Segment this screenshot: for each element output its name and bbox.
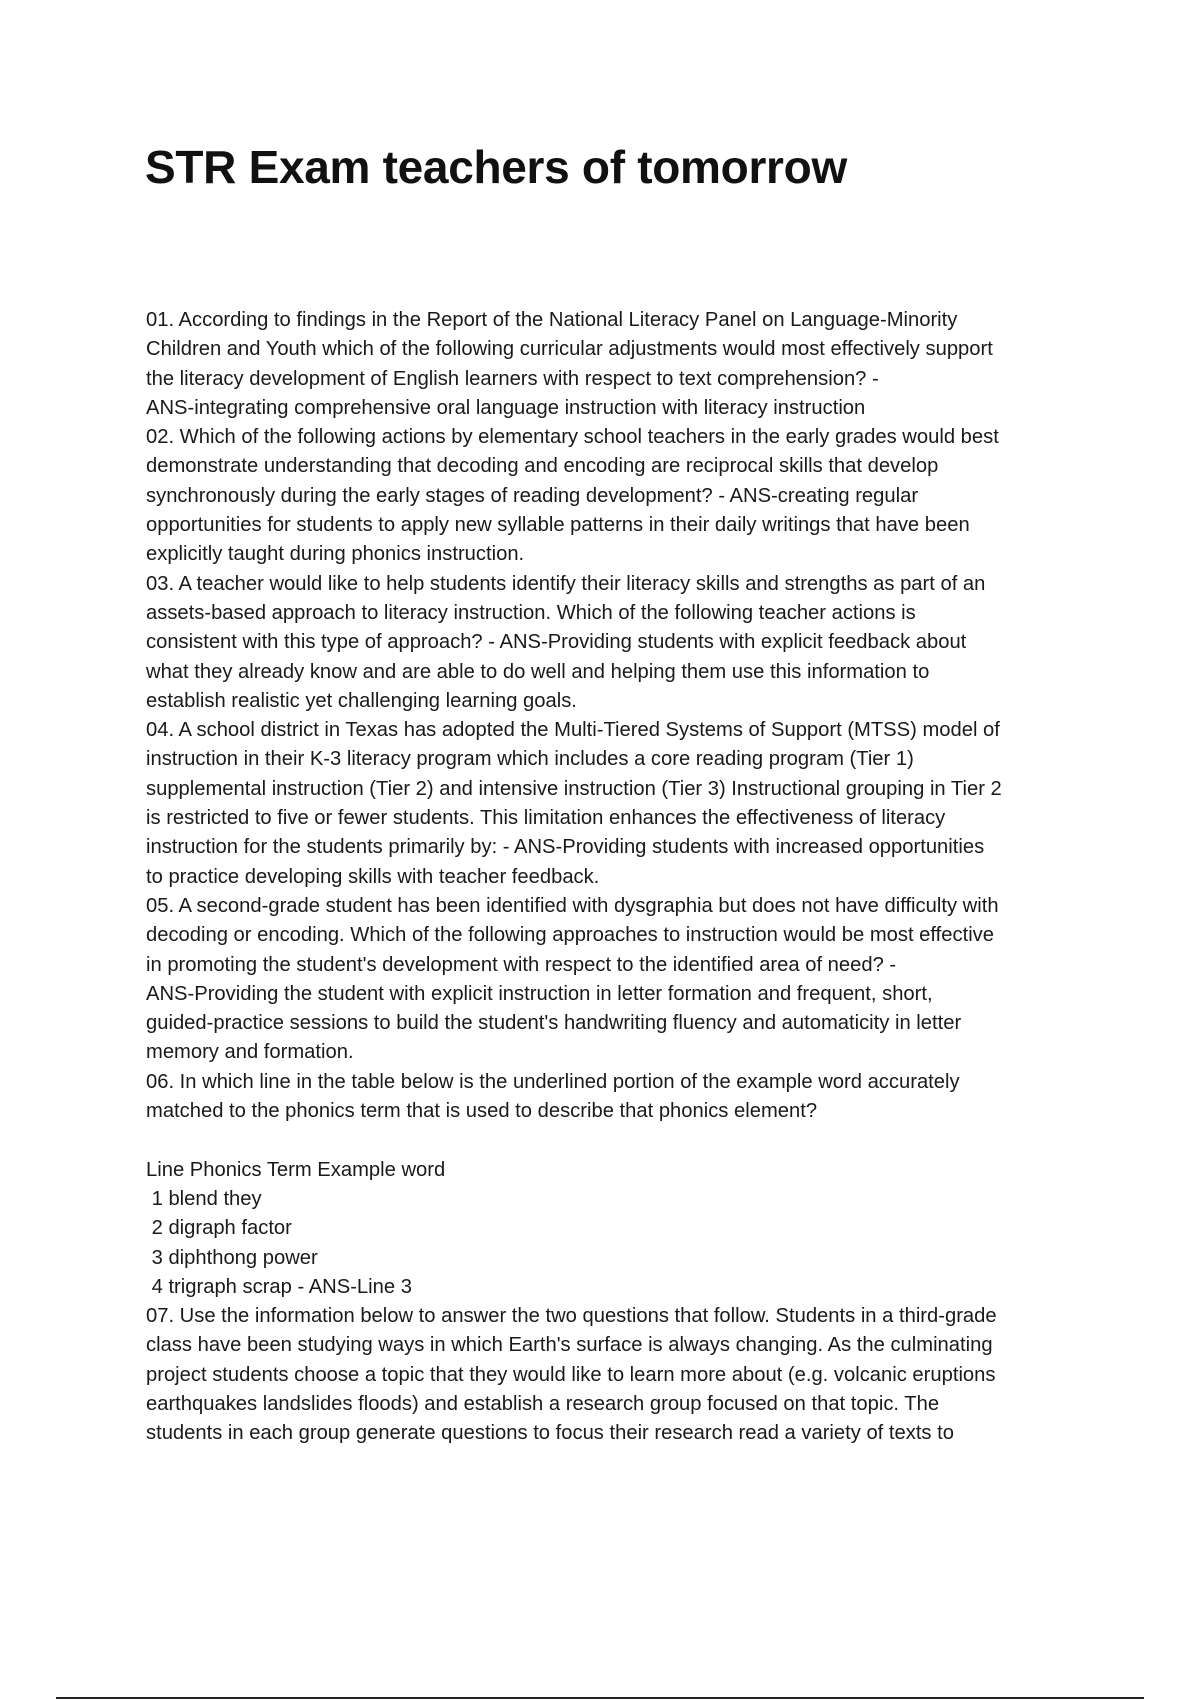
text-line: 01. According to findings in the Report of the National Literacy Panel on Language-Minority: [146, 309, 958, 331]
text-line: consistent with this type of approach? - ANS-Providing students with explicit feedback about: [146, 631, 967, 654]
text-line: instruction for the students primarily by: - ANS-Providing students with increased opportunities: [146, 836, 985, 859]
text-line: 05. A second-grade student has been identified with dysgraphia but does not have difficulty with: [146, 894, 999, 917]
text-line: 04. A school district in Texas has adopted the Multi-Tiered Systems of Support (MTSS) model of: [146, 719, 1000, 742]
text-line: students in each group generate questions to focus their research read a variety of texts to: [146, 1422, 954, 1445]
text-line: project students choose a topic that they would like to learn more about (e.g. volcanic eruptions: [146, 1363, 996, 1386]
text-line: establish realistic yet challenging learning goals.: [146, 689, 577, 712]
text-line: ANS-Providing the student with explicit instruction in letter formation and frequent, short,: [146, 982, 933, 1005]
text-line: opportunities for students to apply new syllable patterns in their daily writings that have been: [146, 514, 970, 537]
text-line: 03. A teacher would like to help students identify their literacy skills and strengths as part of an: [146, 572, 986, 595]
text-line: class have been studying ways in which Earth's surface is always changing. As the culminating: [146, 1334, 993, 1357]
text-line: assets-based approach to literacy instruction. Which of the following teacher actions is: [146, 601, 916, 624]
text-line: Line Phonics Term Example word: [146, 1158, 446, 1181]
text-line: 2 digraph factor: [146, 1217, 292, 1240]
document-body: [146, 306, 1106, 1449]
text-line: 07. Use the information below to answer the two questions that follow. Students in a third-grade: [146, 1305, 997, 1328]
text-line: 3 diphthong power: [146, 1246, 318, 1269]
text-line: 06. In which line in the table below is the underlined portion of the example word accurately: [146, 1070, 960, 1093]
text-line: synchronously during the early stages of reading development? - ANS-creating regular: [146, 484, 919, 507]
text-line: is restricted to five or fewer students. This limitation enhances the effectiveness of literacy: [146, 807, 946, 830]
blank-line: [146, 1126, 1106, 1155]
text-line: supplemental instruction (Tier 2) and intensive instruction (Tier 3) Instructional grouping in Tier 2: [146, 777, 1002, 800]
text-line: 02. Which of the following actions by elementary school teachers in the early grades would best: [146, 426, 999, 449]
text-line: what they already know and are able to do well and helping them use this information to: [146, 660, 930, 683]
text-line: the literacy development of English learners with respect to text comprehension? -: [146, 367, 879, 390]
text-line: Children and Youth which of the following curricular adjustments would most effectively support: [146, 338, 993, 361]
text-line: guided-practice sessions to build the student's handwriting fluency and automaticity in letter: [146, 1012, 962, 1035]
text-line: 1 blend they: [146, 1187, 262, 1210]
text-line: 4 trigraph scrap - ANS-Line 3: [146, 1275, 412, 1298]
text-line: ANS-integrating comprehensive oral language instruction with literacy instruction: [146, 396, 866, 419]
footer-divider: [56, 1697, 1144, 1699]
text-line: to practice developing skills with teacher feedback.: [146, 865, 600, 888]
text-line: memory and formation.: [146, 1041, 354, 1064]
text-line: instruction in their K-3 literacy program which includes a core reading program (Tier 1): [146, 748, 914, 771]
text-line: earthquakes landslides floods) and establish a research group focused on that topic. The: [146, 1392, 940, 1415]
text-line: explicitly taught during phonics instruction.: [146, 543, 525, 566]
page-title: STR Exam teachers of tomorrow: [145, 141, 847, 193]
text-line: decoding or encoding. Which of the following approaches to instruction would be most effective: [146, 924, 995, 947]
text-line: in promoting the student's development with respect to the identified area of need? -: [146, 953, 897, 976]
text-line: demonstrate understanding that decoding and encoding are reciprocal skills that develop: [146, 455, 939, 478]
text-line: matched to the phonics term that is used to describe that phonics element?: [146, 1100, 818, 1123]
